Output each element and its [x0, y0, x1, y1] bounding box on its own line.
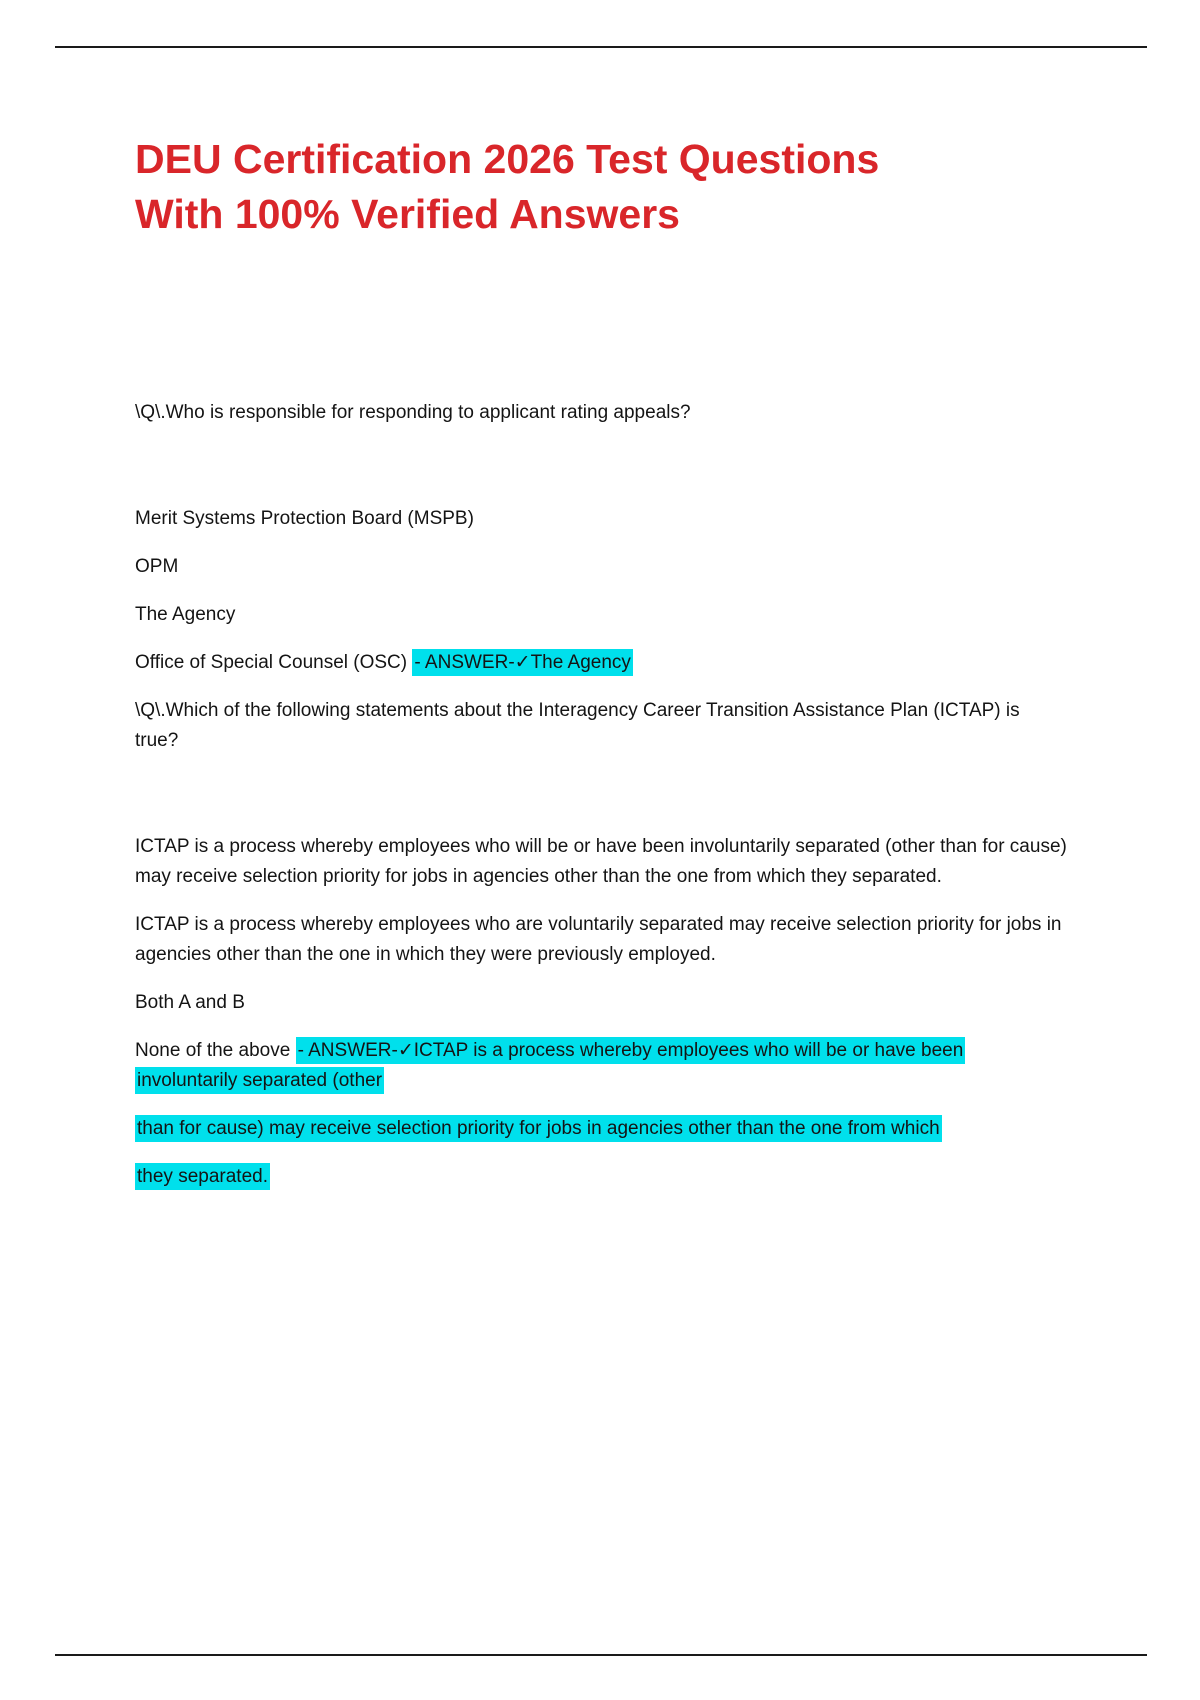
question-block-2	[135, 696, 1067, 1192]
document-page	[135, 0, 1067, 1210]
question-2-spacer	[135, 774, 1067, 832]
document-title	[135, 132, 1067, 242]
question-1-answer-highlight: - ANSWER-✓The Agency	[412, 649, 633, 676]
title-spacer	[135, 242, 1067, 398]
question-1-option-1: Merit Systems Protection Board (MSPB)	[135, 508, 474, 529]
question-1-option-4	[135, 648, 1067, 678]
question-2-option-3: Both A and B	[135, 992, 245, 1013]
question-2-option-4-text: None of the above	[135, 1040, 296, 1061]
question-2-answer-highlight-2: than for cause) may receive selection priority for jobs in agencies other than the one from which	[135, 1115, 942, 1142]
title-line-2: With 100% Verified Answers	[135, 191, 680, 237]
question-2-option-1: ICTAP is a process whereby employees who will be or have been involuntarily separated (other than for cause) may receive selection priority for jobs in agencies other than the one from which they separated.	[135, 836, 1067, 887]
bottom-rule	[55, 1654, 1147, 1656]
question-2-option-4	[135, 1036, 1067, 1096]
question-2-text: \Q\.Which of the following statements about the Interagency Career Transition Assistance Plan (ICTAP) is true?	[135, 700, 1020, 751]
title-line-1: DEU Certification 2026 Test Questions	[135, 136, 880, 182]
question-2-option-2: ICTAP is a process whereby employees who are voluntarily separated may receive selection priority for jobs in agencies other than the one in which they were previously employed.	[135, 914, 1062, 965]
question-1-option-4-text: Office of Special Counsel (OSC)	[135, 652, 413, 673]
question-1-option-2: OPM	[135, 556, 179, 577]
question-1-text: \Q\.Who is responsible for responding to applicant rating appeals?	[135, 402, 691, 423]
question-2-answer-highlight-1: - ANSWER-✓ICTAP is a process whereby employees who will be or have been involuntarily separated (other	[135, 1037, 965, 1094]
question-2-answer-cont-2	[135, 1162, 1067, 1192]
question-2-answer-cont-1	[135, 1114, 1067, 1144]
question-1-spacer	[135, 446, 1067, 504]
question-2-answer-highlight-3: they separated.	[135, 1163, 270, 1190]
question-1-option-3: The Agency	[135, 604, 236, 625]
question-block-1	[135, 398, 1067, 678]
